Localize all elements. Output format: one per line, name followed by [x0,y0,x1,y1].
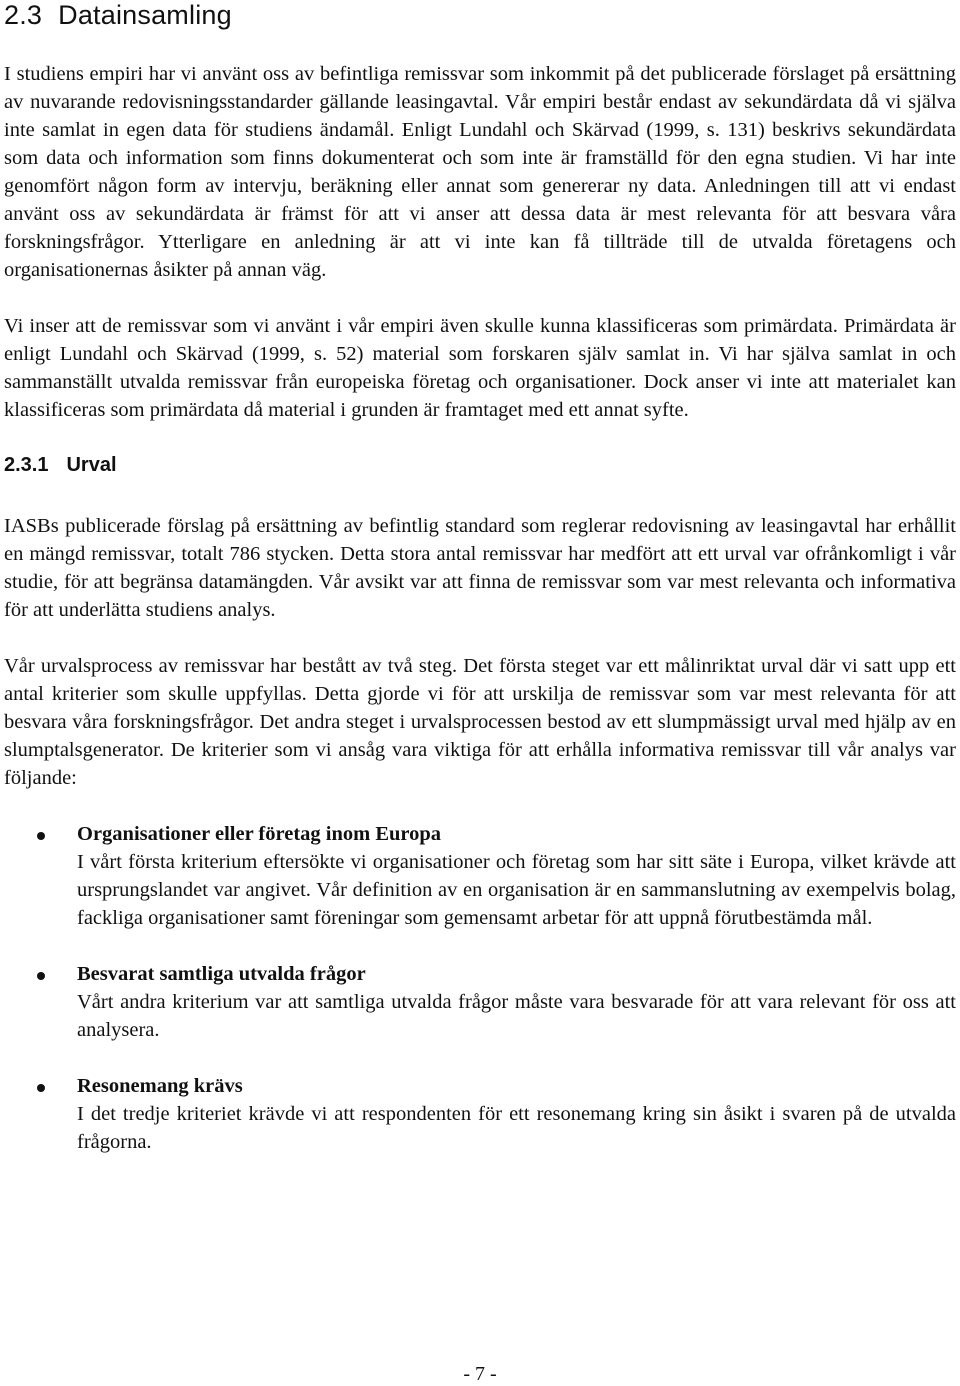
section-heading [4,0,956,30]
criterion-text: I det tredje kriteriet krävde vi att respondenten för ett resonemang kring sin åsikt i svaren på de utvalda frågorna. [77,1103,956,1153]
bullet-icon [37,972,45,980]
section-title: Datainsamling [58,0,232,30]
bullet-icon [37,1084,45,1092]
subsection-title: Urval [66,454,117,476]
criterion-title: Organisationer eller företag inom Europa [77,823,442,845]
paragraph-data-sources: I studiens empiri har vi använt oss av befintliga remissvar som inkommit på det publicerade förslaget på ersättning av nuvarande redovisningsstandarder gällande leasingavtal. Vår empiri består endast av sekundärdata då vi själva inte samlat in egen data för studiens ändamål. Enligt Lundahl och Skärvad (1999, s. 131) beskrivs sekundärdata som data och information som finns dokumenterat och som inte är framställd för den egna studien. Vi har inte genomfört någon form av intervju, beräkning eller annat som genererar ny data. Anledningen till att vi endast använt oss av sekundärdata är främst för att vi anser att dessa data är mest relevanta för att besvara våra forskningsfrågor. Ytterligare en anledning är att vi inte kan få tillträde till de utvalda företagens och organisationernas åsikter på annan väg. [4,63,956,281]
paragraph-primary-data: Vi inser att de remissvar som vi använt i vår empiri även skulle kunna klassificeras som primärdata. Primärdata är enligt Lundahl och Skärvad (1999, s. 52) material som forskaren själv samlat in. Vi har själva samlat in och sammanställt utvalda remissvar från europeiska företag och organisationer. Dock anser vi inte att materialet kan klassificeras som primärdata då material i grunden är framtaget med ett annat syfte. [4,315,956,421]
page-number: - 7 - [463,1363,497,1385]
criterion-title: Besvarat samtliga utvalda frågor [77,963,366,985]
paragraph-sample: IASBs publicerade förslag på ersättning av befintlig standard som reglerar redovisning av leasingavtal har erhållit en mängd remissvar, totalt 786 stycken. Detta stora antal remissvar har medfört att ett urval var ofrånkomligt i vår studie, för att begränsa datamängden. Vår avsikt var att finna de remissvar som var mest relevanta och informativa för att underlätta studiens analys. [4,515,956,621]
list-item [4,960,956,1044]
section-number: 2.3 [4,0,43,30]
subsection-number: 2.3.1 [4,454,49,476]
criteria-list [4,820,956,1156]
criterion-text: Vårt andra kriterium var att samtliga utvalda frågor måste vara besvarade för att vara relevant för oss att analysera. [77,991,956,1041]
criterion-title: Resonemang krävs [77,1075,243,1097]
subsection-heading [4,452,956,478]
bullet-icon [37,832,45,840]
criterion-text: I vårt första kriterium eftersökte vi organisationer och företag som har sitt säte i Europa, vilket krävde att ursprungslandet var angivet. Vår definition av en organisation är en sammanslutning av exempelvis bolag, fackliga organisationer samt föreningar som gemensamt arbetar för att uppnå förutbestämda mål. [77,851,956,929]
paragraph-sampling-process: Vår urvalsprocess av remissvar har bestått av två steg. Det första steget var ett målinriktat urval där vi satt upp ett antal kriterier som skulle uppfyllas. Detta gjorde vi för att urskilja de remissvar som var mest relevanta för att besvara våra forskningsfrågor. Det andra steget i urvalsprocessen bestod av ett slumpmässigt urval med hjälp av en slumptalsgenerator. De kriterier som vi ansåg vara viktiga för att erhålla informativa remissvar till vår analys var följande: [4,655,956,789]
list-item [4,820,956,932]
list-item [4,1072,956,1156]
